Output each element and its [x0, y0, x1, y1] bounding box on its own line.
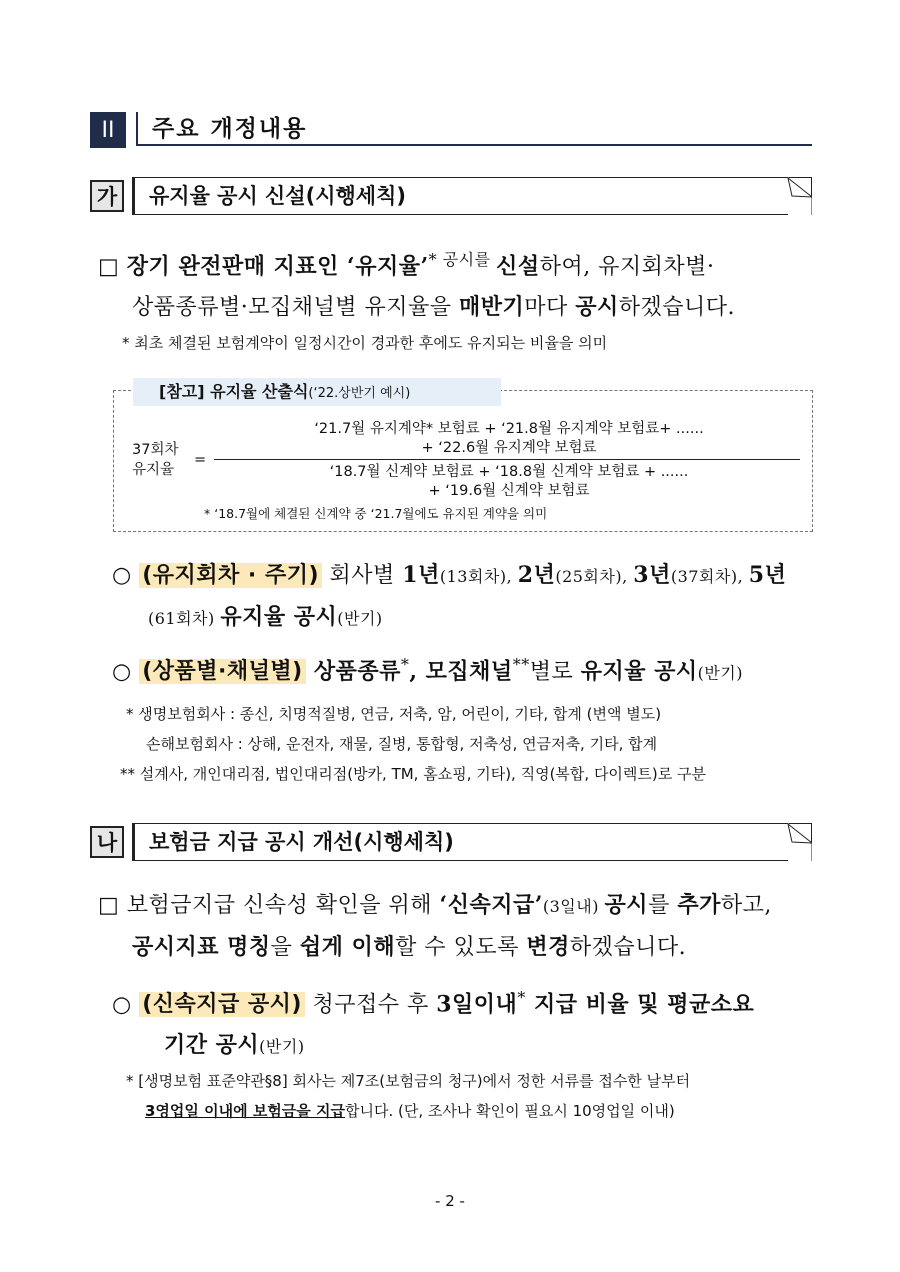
lead-a-keyword-2: 신설 — [496, 253, 540, 280]
note-life-insurance: * 생명보험회사 : 종신, 치명적질병, 연금, 저축, 암, 어린이, 기타, 합계 (변액 별도) — [126, 705, 662, 723]
lead-b-keyword-2: 공시 — [604, 892, 649, 918]
bullet-asterisk: * — [517, 988, 526, 1007]
lead-a-asterisk: * 공시를 — [428, 250, 497, 269]
lead-b-keyword-6: 변경 — [526, 934, 570, 960]
footnote-a: * 최초 체결된 보험계약이 일정시간이 경과한 후에도 유지되는 비율을 의미 — [122, 334, 608, 352]
lead-b-note: (3일내) — [542, 897, 605, 916]
bullet-keyword-5: 유지율 공시 — [220, 604, 338, 630]
note-nonlife-insurance: 손해보험회사 : 상해, 운전자, 재물, 질병, 통합형, 저축성, 연금저축, 기타, 합계 — [146, 735, 658, 753]
lead-b-keyword-4: 공시지표 명칭 — [132, 934, 271, 960]
lead-b-text-6: 하겠습니다. — [569, 935, 687, 960]
bullet-tag: (유지회차 · 주기) — [139, 563, 322, 588]
reference-title — [133, 378, 501, 406]
footnote-b-line2 — [145, 1097, 675, 1125]
lead-b-text-5: 할 수 있도록 — [395, 935, 527, 960]
formula-label-line2: 유지율 — [132, 462, 175, 478]
bullet-circle-icon: ○ — [112, 659, 132, 685]
bullet-note: (반기) — [259, 1037, 305, 1057]
bullet-text: 회사별 — [322, 563, 403, 588]
note-channels: ** 설계사, 개인대리점, 법인대리점(방카, TM, 홈쇼핑, 기타), 직영(복합, 다이렉트)로 구분 — [120, 765, 706, 783]
lead-b-keyword: ‘신속지급’ — [439, 892, 543, 918]
bullet-keyword: 상품종류 — [305, 658, 401, 685]
formula-denominator-1: ‘18.7월 신계약 보험료 + ‘18.8월 신계약 보험료 + ...... — [329, 464, 689, 480]
bullet-asterisk: * — [400, 655, 410, 674]
page-number: - 2 - — [435, 1192, 465, 1210]
bullet-keyword-2: , 모집채널 — [409, 658, 513, 685]
lead-a-keyword-4: 공시 — [575, 294, 619, 321]
formula-denominator-2: + ‘19.6월 신계약 보험료 — [428, 483, 590, 499]
lead-b-text: 보험금지급 신속성 확인을 위해 — [126, 893, 440, 918]
formula-equals: = — [194, 452, 207, 468]
bullet-note: (13회차), — [439, 567, 518, 586]
formula-numerator-2: + ‘22.6월 유지계약 보험료 — [421, 440, 597, 456]
lead-a-text-4: 마다 — [524, 295, 576, 321]
formula-label-line1: 37회차 — [132, 442, 179, 458]
bullet-tag: (신속지급 공시) — [139, 992, 305, 1017]
lead-paragraph-a — [98, 240, 828, 328]
lead-a-text-3: 상품종류별·모집채널별 유지율을 — [132, 295, 460, 321]
bullet-keyword-4: 5년 — [748, 562, 787, 588]
section-title: 주요 개정내용 — [136, 112, 812, 146]
bullet-note-4: (61회차) — [148, 609, 221, 628]
subsection-mark-a: 가 — [90, 180, 124, 212]
bullet-circle-icon: ○ — [112, 992, 132, 1018]
lead-b-keyword-3: 추가 — [677, 892, 721, 918]
formula-note: * ‘18.7월에 체결된 신계약 중 ‘21.7월에도 유지된 계약을 의미 — [204, 506, 548, 521]
bullet-keyword-2: 2년 — [517, 562, 556, 588]
footnote-b-rest: 합니다. (단, 조사나 확인이 필요시 10영업일 이내) — [345, 1102, 675, 1120]
formula-numerator-1: ‘21.7월 유지계약* 보험료 + ‘21.8월 유지계약 보험료+ ...... — [314, 421, 704, 437]
bullet-keyword: 3일이내 — [436, 991, 518, 1018]
bullet-retention-period — [112, 555, 832, 639]
bullet-keyword-3: 기간 공시 — [164, 1032, 260, 1059]
bullet-keyword-3: 유지율 공시 — [580, 658, 698, 685]
section-number: II — [90, 112, 126, 148]
bullet-keyword-3: 3년 — [633, 562, 671, 588]
lead-paragraph-b — [98, 885, 828, 968]
bullet-text: 청구접수 후 — [304, 992, 437, 1018]
lead-b-keyword-5: 쉽게 이해 — [299, 934, 396, 960]
reference-title-text: [참고] 유지율 산출식 — [159, 382, 309, 401]
checkbox-square-icon: □ — [98, 893, 120, 918]
bullet-product-channel — [112, 645, 832, 693]
subsection-title-a: 유지율 공시 신설(시행세칙) — [132, 177, 812, 215]
lead-b-text-3: 하고, — [720, 893, 772, 918]
subsection-mark-b: 나 — [90, 826, 124, 858]
reference-title-note: (‘22.상반기 예시) — [308, 386, 411, 401]
lead-a-keyword-3: 매반기 — [459, 294, 525, 321]
subsection-title-b: 보험금 지급 공시 개선(시행세칙) — [132, 823, 812, 861]
bullet-asterisk-2: ** — [512, 655, 530, 674]
lead-a-text: 장기 완전판매 지표인 — [126, 253, 348, 280]
lead-a-keyword: ‘유지율’ — [347, 253, 429, 280]
bullet-keyword-2: 지급 비율 및 평균소요 — [525, 991, 755, 1018]
lead-a-text-5: 하겠습니다. — [618, 295, 736, 321]
bullet-note-5: (반기) — [337, 609, 383, 628]
lead-a-text-2: 하여, 유지회차별· — [539, 254, 715, 280]
bullet-text: 별로 — [529, 659, 581, 685]
bullet-note: (반기) — [697, 663, 744, 683]
checkbox-square-icon: □ — [98, 254, 120, 280]
bullet-quick-payment — [112, 978, 832, 1067]
lead-b-text-2: 를 — [648, 893, 678, 918]
footnote-b-line1: * [생명보험 표준약관§8] 회사는 제7조(보험금의 청구)에서 정한 서류를 접수한 날부터 — [126, 1072, 691, 1090]
bullet-tag: (상품별·채널별) — [139, 659, 305, 684]
bullet-keyword: 1년 — [402, 562, 440, 588]
footnote-b-emphasis: 3영업일 이내에 보험금을 지급 — [145, 1102, 345, 1120]
lead-b-text-4: 을 — [270, 935, 300, 960]
formula-fraction-line — [214, 459, 800, 460]
bullet-circle-icon: ○ — [112, 563, 132, 588]
bullet-note-3: (37회차), — [670, 567, 749, 586]
bullet-note-2: (25회차), — [555, 567, 634, 586]
